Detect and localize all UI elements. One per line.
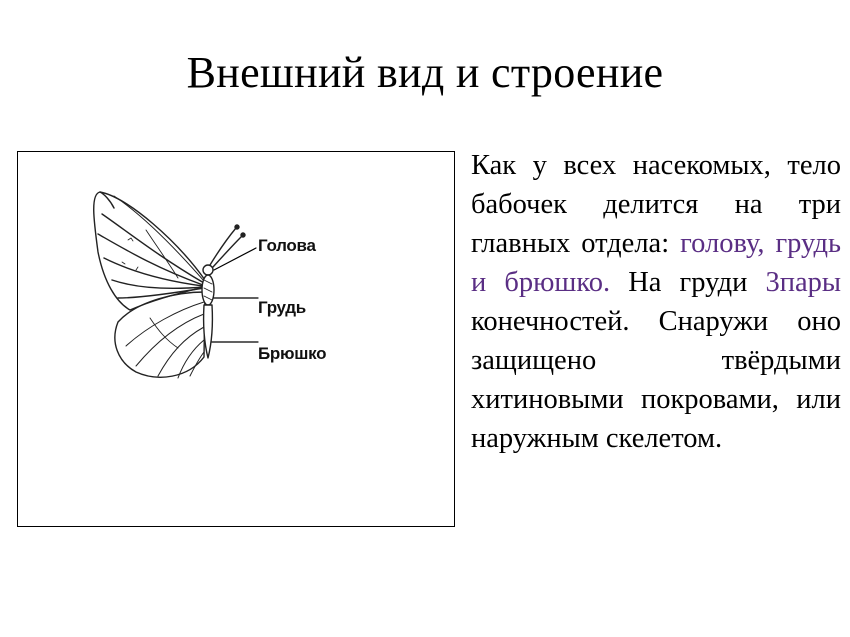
description-paragraph xyxy=(471,146,841,458)
legs-count-highlight: 3пары xyxy=(765,267,841,298)
label-head: Голова xyxy=(258,236,316,255)
description-text-2: На груди xyxy=(610,267,766,298)
label-thorax: Грудь xyxy=(258,298,306,317)
butterfly-head xyxy=(203,265,213,275)
butterfly-figure xyxy=(17,151,455,527)
label-abdomen: Брюшко xyxy=(258,344,327,363)
butterfly-abdomen xyxy=(204,305,213,358)
body-parts-highlight: голову, грудь и брюшко. xyxy=(471,228,841,298)
slide-title: Внешний вид и строение xyxy=(186,48,664,97)
butterfly-drawing xyxy=(18,152,456,528)
description-text-3: конечностей. Снаружи оно защищено твёрдыми хитиновыми покровами, или наружным скелетом. xyxy=(471,306,841,454)
description-text-1: Как у всех насекомых, тело бабочек делится на три главных отдела: xyxy=(471,150,841,259)
